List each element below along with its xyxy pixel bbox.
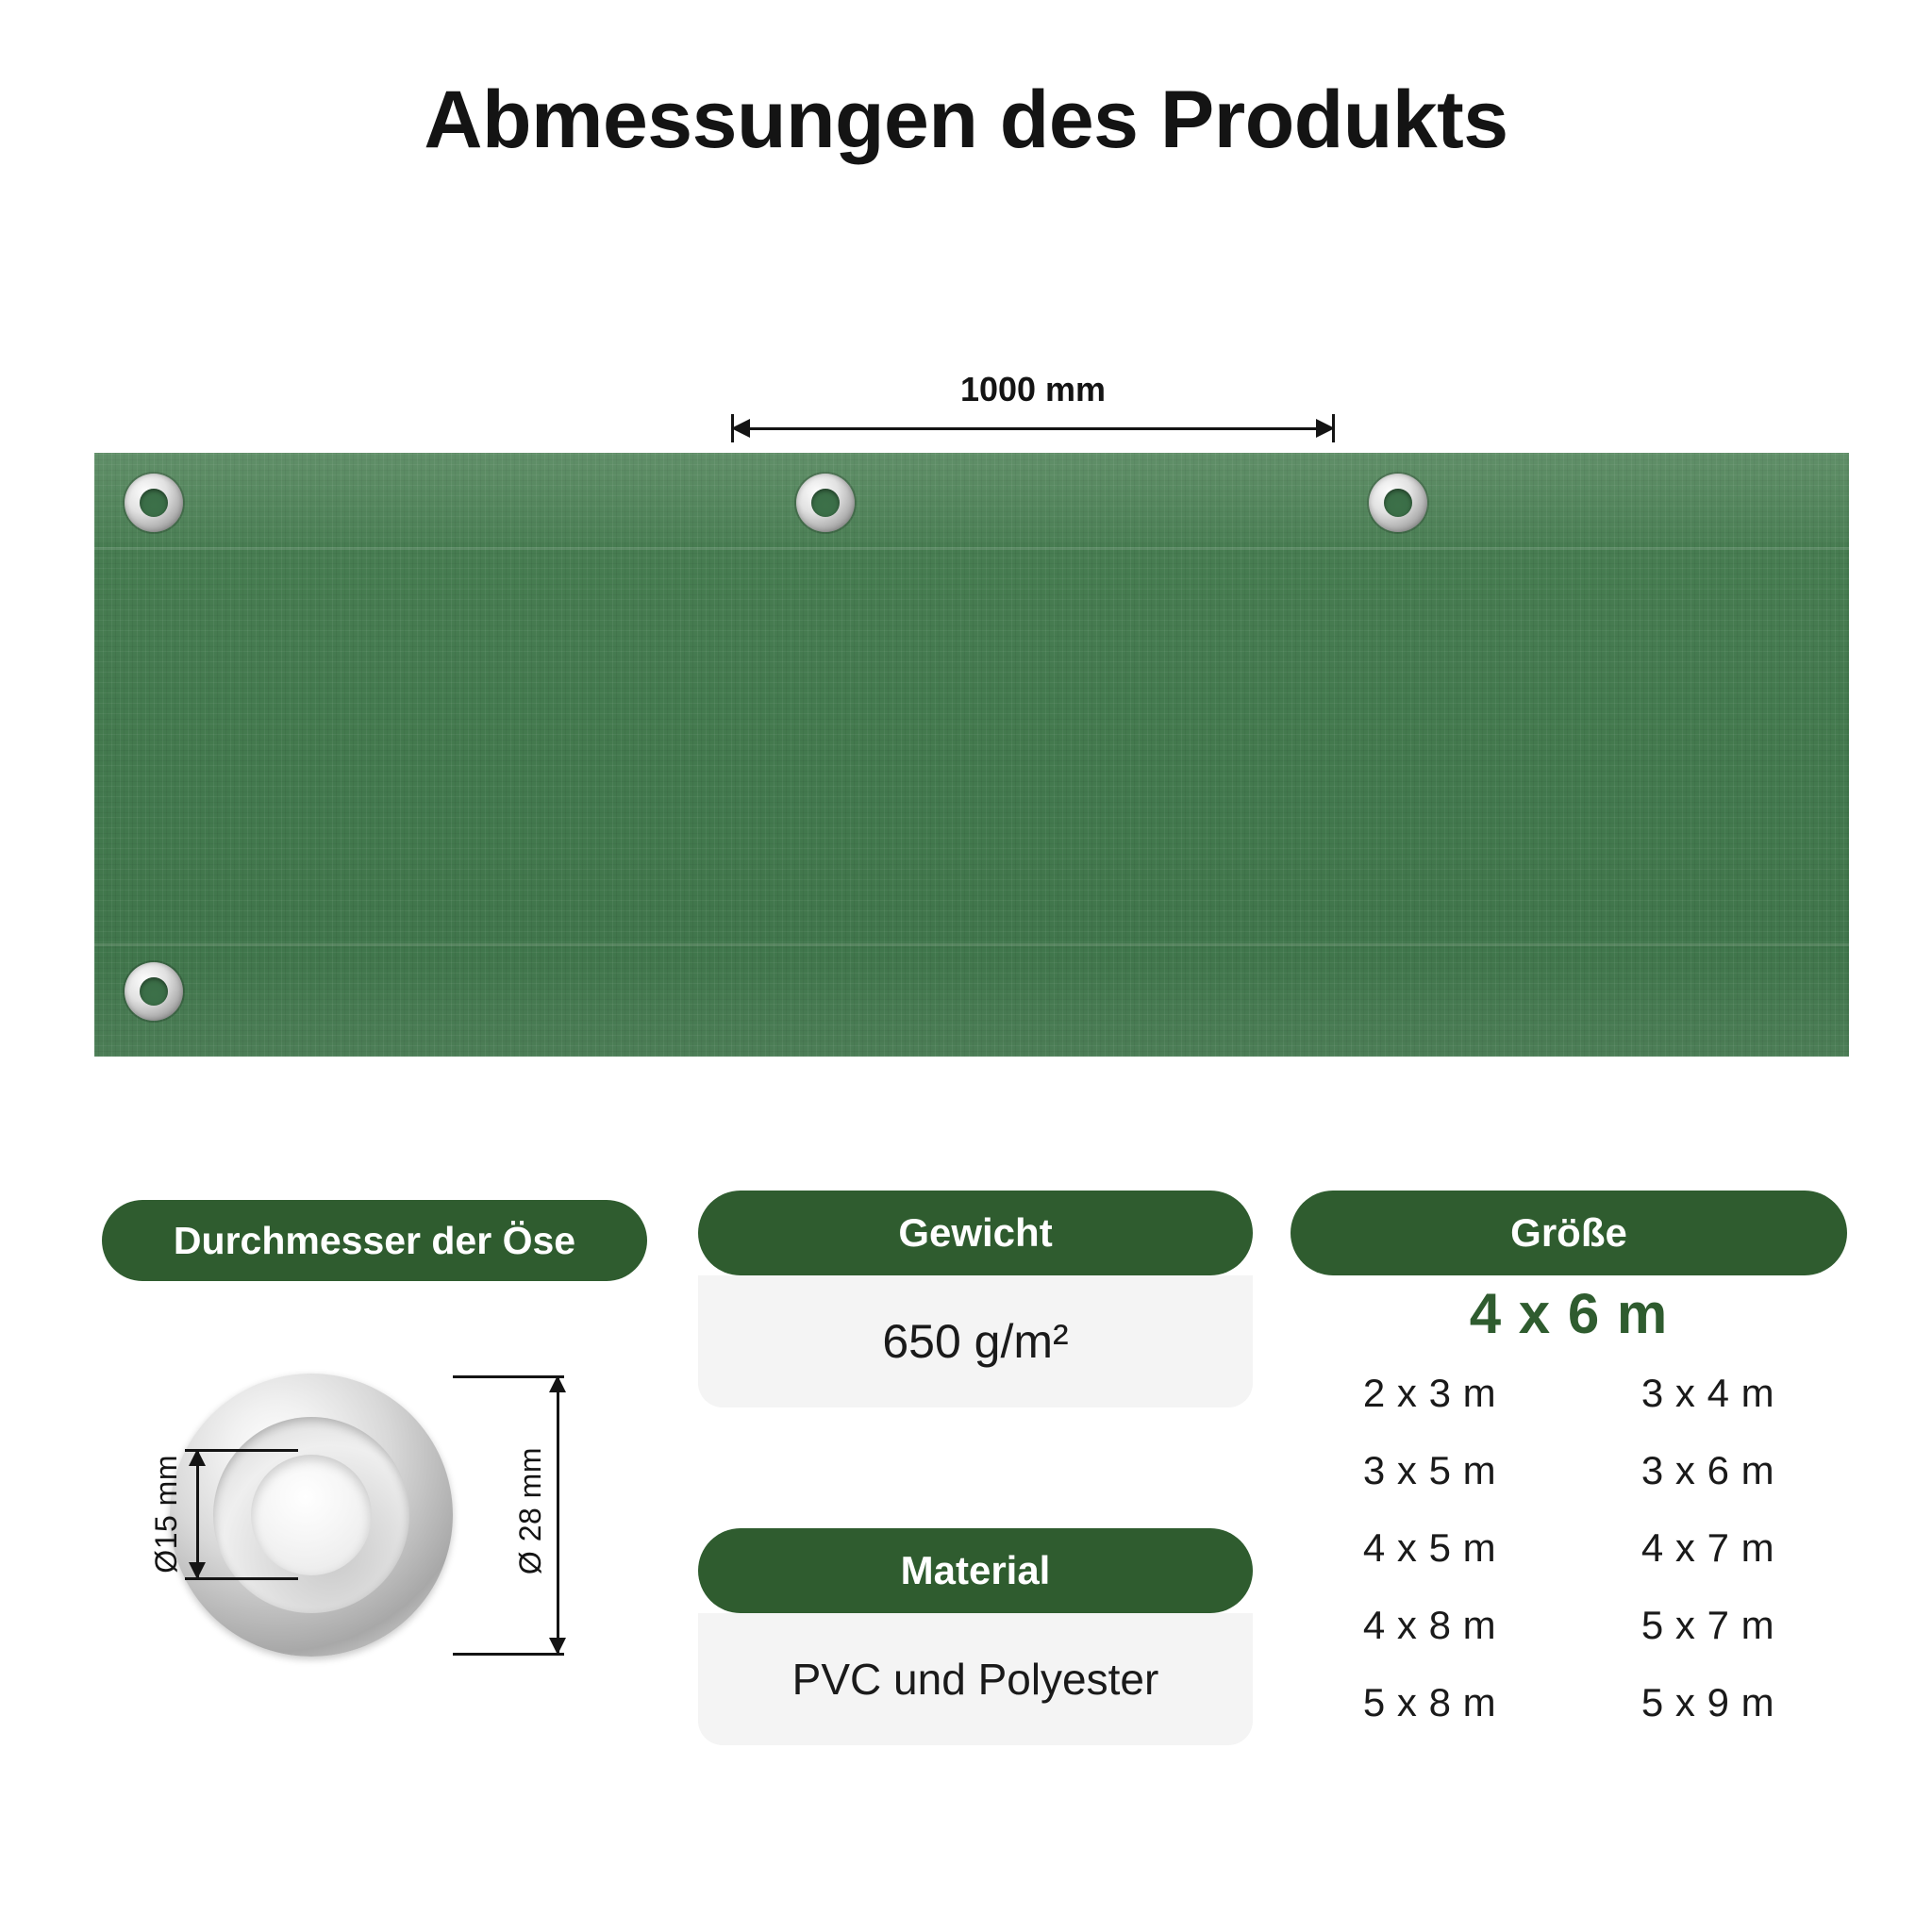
arrow-up-icon — [549, 1375, 566, 1392]
grommet-icon — [796, 474, 855, 532]
tarp-top-hem — [94, 453, 1849, 543]
size-option[interactable]: 4 x 5 m — [1362, 1525, 1497, 1570]
tarp-seam-bottom — [94, 943, 1849, 946]
material-value: PVC und Polyester — [698, 1613, 1253, 1745]
size-option[interactable]: 2 x 3 m — [1362, 1371, 1497, 1415]
dimension-width-label: 1000 mm — [959, 370, 1107, 408]
size-option[interactable]: 4 x 7 m — [1641, 1525, 1775, 1570]
eyelet-outer-dimension-line — [557, 1377, 559, 1653]
eyelet-inner-label: Ø15 mm — [149, 1455, 183, 1574]
eyelet-outer-tick-top — [453, 1375, 564, 1378]
size-options-list — [1291, 1281, 1847, 1725]
eyelet-heading: Durchmesser der Öse — [102, 1200, 647, 1281]
dimension-tick-left — [731, 414, 734, 442]
eyelet-outer-tick-bottom — [453, 1653, 564, 1656]
arrow-up-icon — [189, 1449, 206, 1466]
eyelet-inner-ring — [213, 1417, 409, 1613]
size-option[interactable]: 4 x 8 m — [1362, 1603, 1497, 1647]
eyelet-hole — [251, 1455, 372, 1575]
dimension-line — [744, 427, 1322, 430]
size-option[interactable]: 3 x 4 m — [1641, 1371, 1775, 1415]
arrow-down-icon — [549, 1638, 566, 1655]
arrow-down-icon — [189, 1562, 206, 1579]
size-option[interactable]: 3 x 5 m — [1362, 1448, 1497, 1492]
size-option[interactable]: 5 x 7 m — [1641, 1603, 1775, 1647]
size-option[interactable]: 5 x 9 m — [1641, 1680, 1775, 1724]
dimension-width-line — [731, 426, 1335, 430]
size-option[interactable]: 3 x 6 m — [1641, 1448, 1775, 1492]
weight-value: 650 g/m² — [698, 1275, 1253, 1407]
dimension-tick-right — [1332, 414, 1335, 442]
tarp-seam-top — [94, 547, 1849, 550]
size-option[interactable]: 5 x 8 m — [1362, 1680, 1497, 1724]
product-illustration — [94, 453, 1849, 1057]
tarp-bottom-hem — [94, 953, 1849, 1057]
eyelet-diagram — [142, 1368, 585, 1660]
tarp-surface — [94, 453, 1849, 1057]
size-heading: Größe — [1291, 1191, 1847, 1275]
grommet-icon — [1369, 474, 1427, 532]
size-selected[interactable]: 4 x 6 m — [1469, 1282, 1669, 1345]
grommet-icon — [125, 962, 183, 1021]
material-heading: Material — [698, 1528, 1253, 1613]
page-title: Abmessungen des Produkts — [424, 75, 1508, 165]
eyelet-icon — [170, 1374, 453, 1657]
eyelet-inner-dimension-line — [196, 1451, 199, 1577]
eyelet-outer-label: Ø 28 mm — [513, 1447, 547, 1575]
size-options-grid — [1291, 1371, 1847, 1725]
weight-heading: Gewicht — [698, 1191, 1253, 1275]
grommet-icon — [125, 474, 183, 532]
